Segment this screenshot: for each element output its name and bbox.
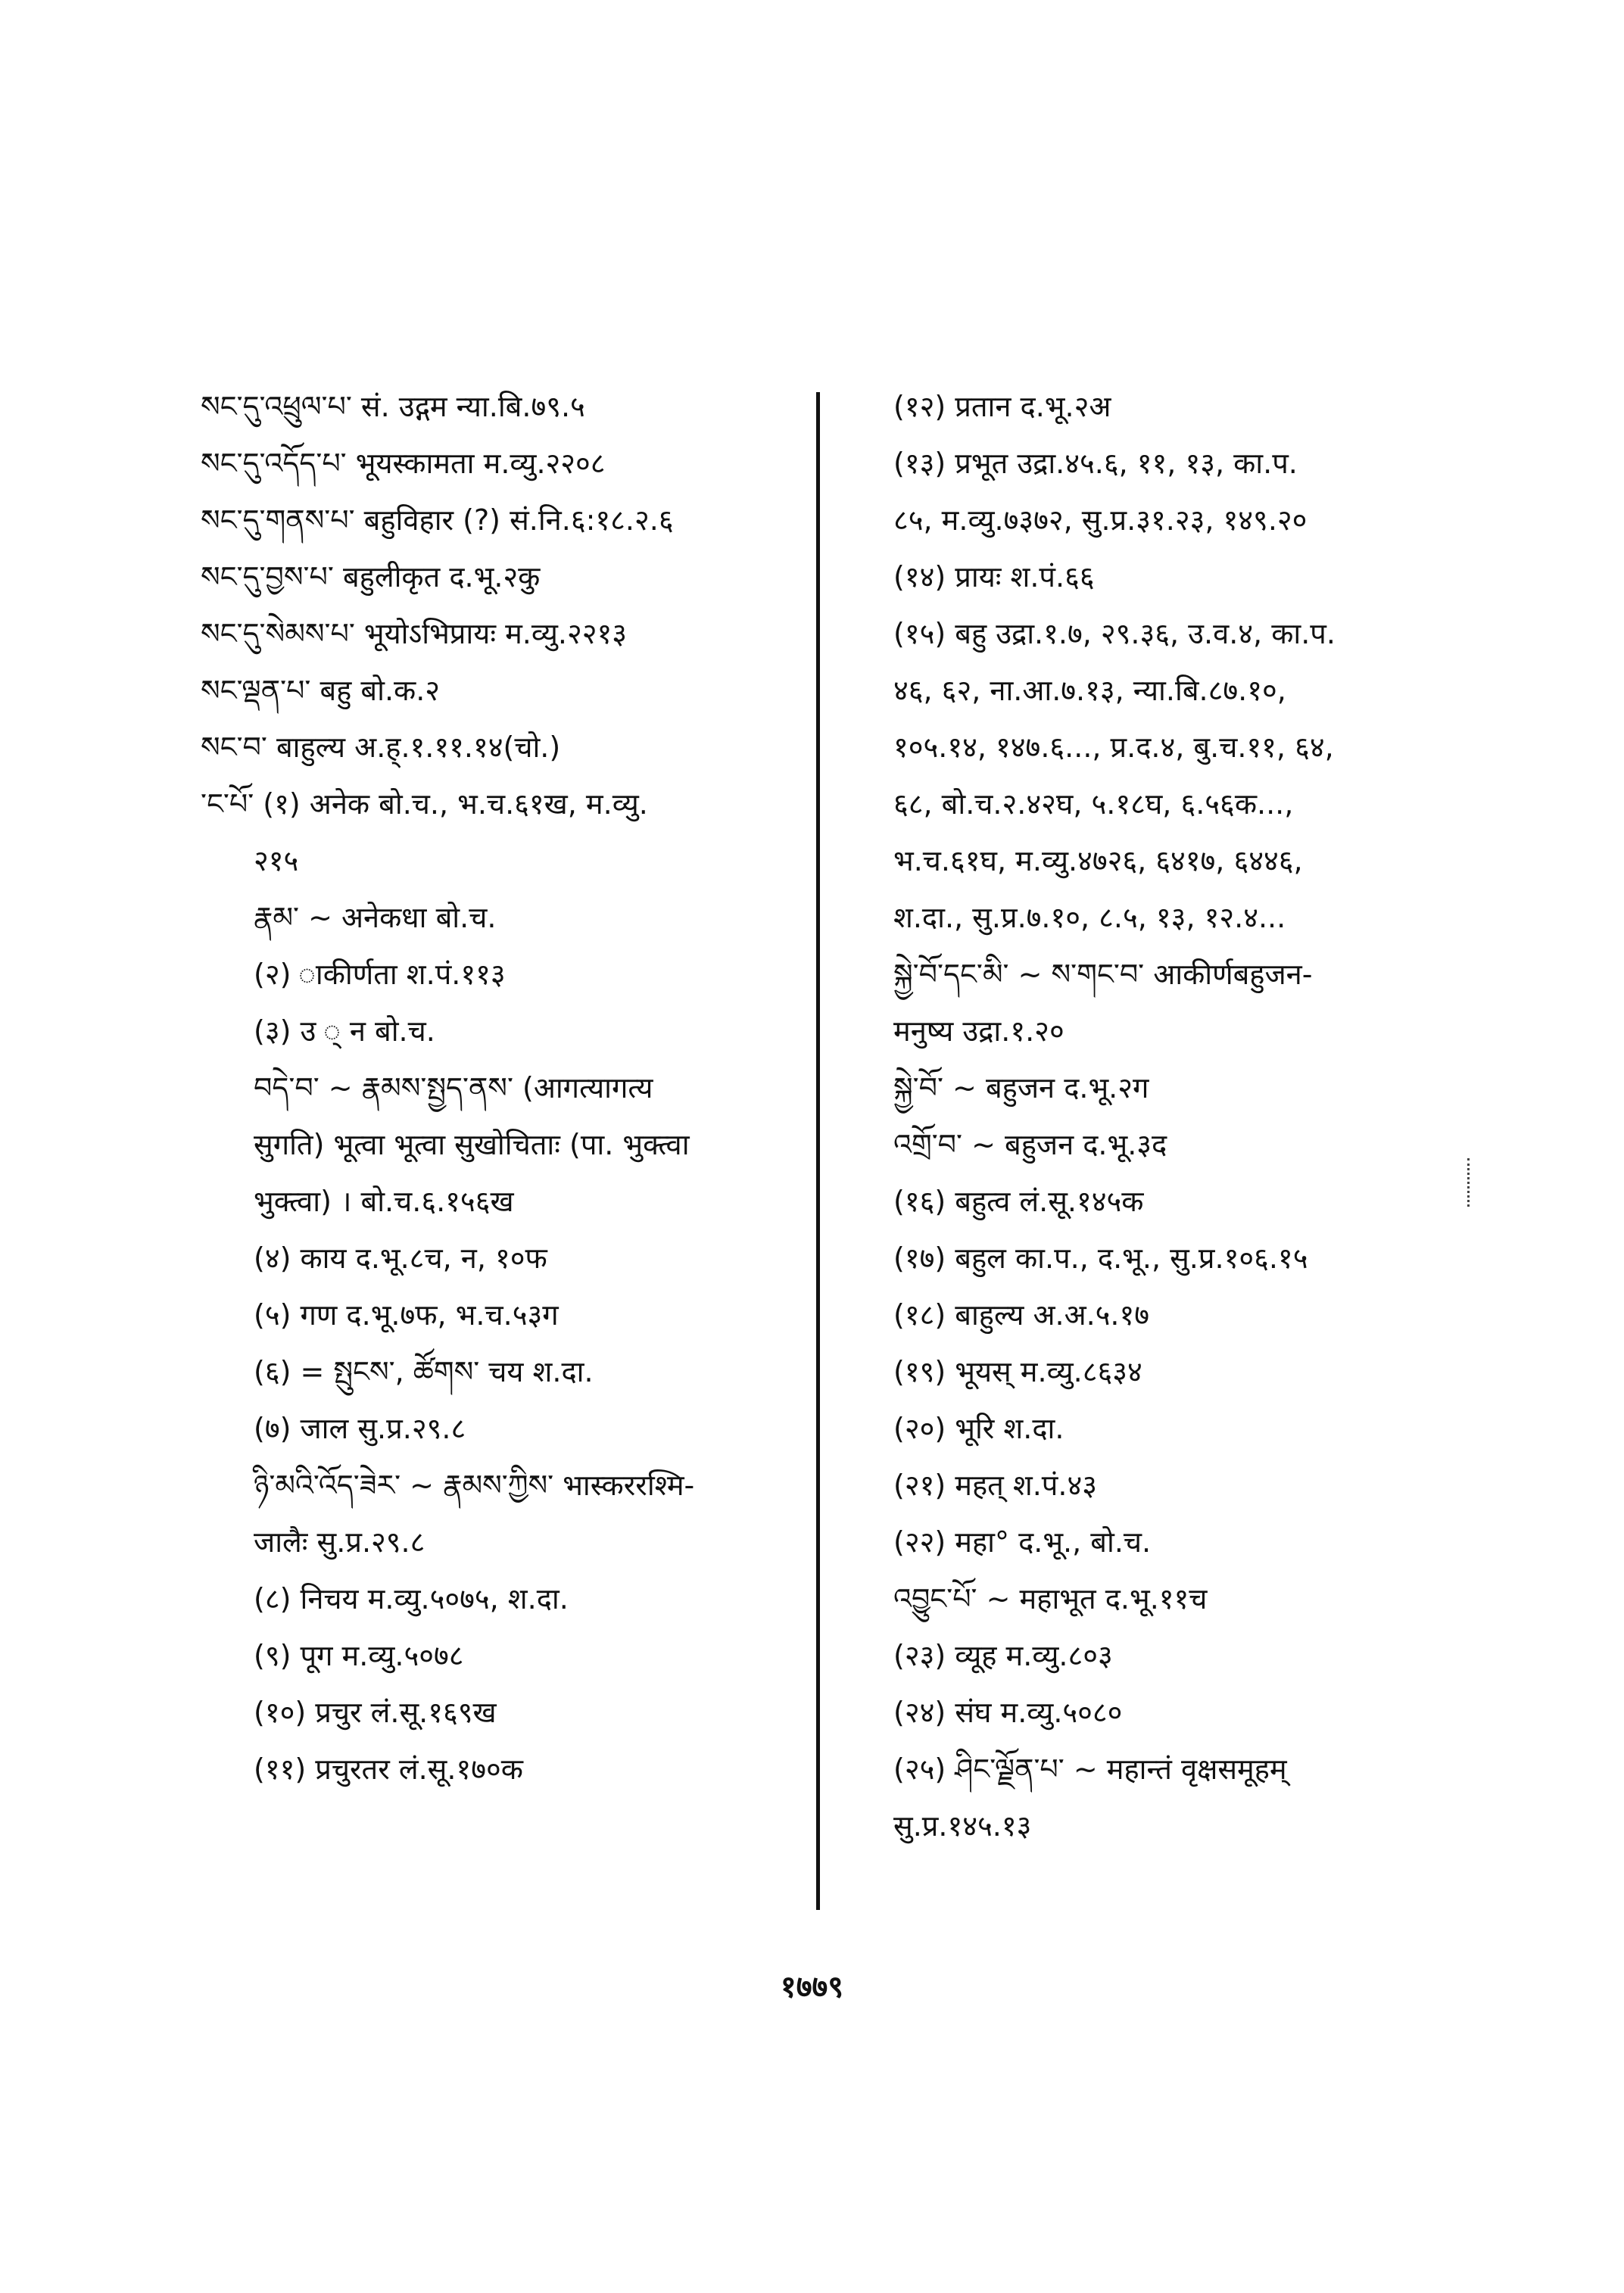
- page-number: १७७९: [780, 1970, 844, 2005]
- entry-line: (१३) प्रभूत उद्रा.४५.६, ११, १३, का.प.: [893, 447, 1298, 480]
- right-column: [893, 379, 1499, 1855]
- margin-mark: [1467, 1158, 1473, 1207]
- entry-line: སང་དུ་བྱས་པ་ बहुलीकृत द.भू.२कु: [201, 560, 541, 594]
- entry-line: སང་ལྡན་པ་ बहु बो.क.२: [201, 674, 441, 707]
- entry-line: (११) प्रचुरतर लं.सू.१७०क: [254, 1752, 523, 1786]
- entry-line: སྐྱེ་བོ་དང་མི་ ~ ས་གང་བ་ आकीर्णबहुजन-: [893, 958, 1313, 991]
- entry-line: (२२) महा° द.भू., बो.च.: [893, 1525, 1152, 1559]
- entry-line: भ.च.६१घ, म.व्यु.४७२६, ६४१७, ६४४६,: [893, 844, 1303, 877]
- entry-line: जालैः सु.प्र.२९.८: [254, 1525, 425, 1559]
- entry-line: འབྱུང་པོ་ ~ महाभूत द.भू.११च: [893, 1582, 1208, 1615]
- entry-line: (२०) भूरि श.दा.: [893, 1412, 1064, 1445]
- entry-line: (१२) प्रतान द.भू.२अ: [893, 390, 1111, 423]
- entry-line: (५) गण द.भू.७फ, भ.च.५३ग: [254, 1298, 559, 1332]
- entry-line: འགྲོ་བ་ ~ बहुजन द.भू.३द: [893, 1128, 1167, 1161]
- entry-line: (२३) व्यूह म.व्यु.८०३: [893, 1639, 1113, 1672]
- entry-line: (२५) ཤིང་ལྗོན་པ་ ~ महान्तं वृक्षसमूहम्: [893, 1752, 1287, 1786]
- entry-line: (६) = སྤུངས་, ཚོགས་ चय श.दा.: [254, 1355, 594, 1388]
- left-column: [201, 379, 799, 1798]
- entry-line: सु.प्र.१४५.१३: [893, 1809, 1032, 1843]
- entry-line: (१७) बहुल का.प., द.भू., सु.प्र.१०६.१५: [893, 1242, 1308, 1275]
- entry-line: १०५.१४, १४७.६..., प्र.द.४, बु.च.११, ६४,: [893, 731, 1334, 764]
- entry-line: སྐྱེ་བོ་ ~ बहुजन द.भू.२ग: [893, 1071, 1149, 1104]
- entry-line: ་ང་པོ་ (१) अनेक बो.च., भ.च.६१ख, म.व्यु.: [201, 787, 648, 821]
- entry-line: मनुष्य उद्रा.१.२०: [893, 1014, 1064, 1048]
- entry-line: (१०) प्रचुर लं.सू.१६९ख: [254, 1696, 497, 1729]
- entry-line: (१८) बाहुल्य अ.अ.५.१७: [893, 1298, 1150, 1332]
- entry-line: २१५: [254, 844, 299, 877]
- entry-line: སང་དུ་འདོད་པ་ भूयस्कामता म.व्यु.२२०८: [201, 447, 606, 480]
- entry-line: བདེ་བ་ ~ རྣམས་སྤྱད་ནས་ (आगत्यागत्य: [254, 1071, 653, 1104]
- entry-line: भुक्त्वा) । बो.च.६.१५६ख: [254, 1185, 514, 1218]
- entry-line: (१४) प्रायः श.पं.६६: [893, 560, 1095, 594]
- entry-line: རྣམ་ ~ अनेकधा बो.च.: [254, 901, 497, 934]
- entry-line: (९) पूग म.व्यु.५०७८: [254, 1639, 464, 1672]
- entry-line: སང་དུ་འཕྲུལ་པ་ सं. उद्गम न्या.बि.७९.५: [201, 390, 585, 423]
- entry-line: (१९) भूयस् म.व्यु.८६३४: [893, 1355, 1142, 1388]
- entry-line: (८) निचय म.व्यु.५०७५, श.दा.: [254, 1582, 569, 1615]
- entry-line: (१५) बहु उद्रा.१.७, २९.३६, उ.व.४, का.प.: [893, 617, 1336, 650]
- entry-line: श.दा., सु.प्र.७.१०, ८.५, १३, १२.४...: [893, 901, 1286, 934]
- entry-line: सुगति) भूत्वा भूत्वा सुखोचिताः (पा. भुक्त्वा: [254, 1128, 690, 1161]
- entry-line: (२) ाकीर्णता श.पं.११३: [254, 958, 506, 991]
- column-divider: [816, 392, 820, 1910]
- entry-line: (१६) बहुत्व लं.सू.१४५क: [893, 1185, 1144, 1218]
- entry-line: ४६, ६२, ना.आ.७.१३, न्या.बि.८७.१०,: [893, 674, 1286, 707]
- entry-line: སང་བ་ बाहुल्य अ.ह्.१.११.१४(चो.): [201, 731, 561, 764]
- entry-line: (२४) संघ म.व्यु.५०८०: [893, 1696, 1123, 1729]
- entry-line: སང་དུ་གནས་པ་ बहुविहार (?) सं.नि.६:१८.२.६: [201, 503, 674, 537]
- entry-line: (७) जाल सु.प्र.२९.८: [254, 1412, 466, 1445]
- entry-line: (४) काय द.भू.८च, न, १०फ: [254, 1242, 547, 1275]
- entry-line: ६८, बो.च.२.४२घ, ५.१८घ, ६.५६क...,: [893, 787, 1294, 821]
- entry-line: ཉི་མའི་འོད་ཟེར་ ~ རྣམས་ཀྱིས་ भास्कररश्मि-: [254, 1469, 695, 1502]
- entry-line: སང་དུ་སེམས་པ་ भूयोऽभिप्रायः म.व्यु.२२१३: [201, 617, 628, 650]
- entry-line: ८५, म.व्यु.७३७२, सु.प्र.३१.२३, १४९.२०: [893, 503, 1308, 537]
- entry-line: (२१) महत् श.पं.४३: [893, 1469, 1097, 1502]
- entry-line: (३) उ ् न बो.च.: [254, 1014, 435, 1048]
